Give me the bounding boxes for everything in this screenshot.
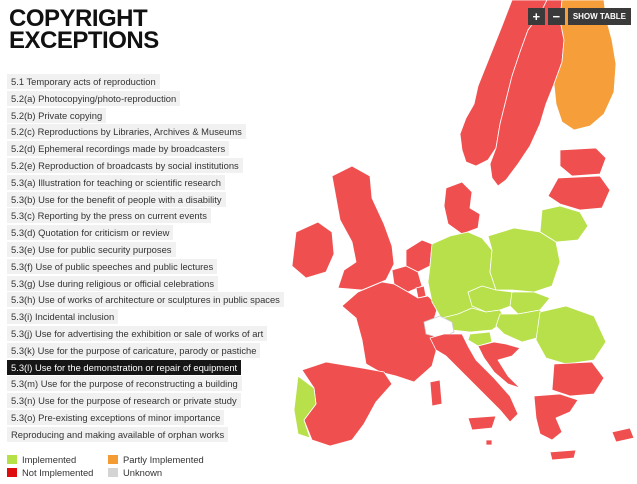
menu-item-active[interactable]: 5.3(l) Use for the demonstration or repair of equipment bbox=[7, 360, 241, 375]
country-poland[interactable] bbox=[488, 228, 560, 292]
menu-item[interactable]: 5.1 Temporary acts of reproduction bbox=[7, 74, 160, 89]
logo-line-2: EXCEPTIONS bbox=[9, 27, 159, 54]
legend-implemented bbox=[7, 453, 108, 466]
country-united-kingdom[interactable] bbox=[332, 166, 394, 290]
legend-label-implemented: Implemented bbox=[22, 454, 77, 465]
menu-item[interactable]: 5.2(d) Ephemeral recordings made by broadcasters bbox=[7, 141, 229, 156]
menu-item[interactable]: 5.3(h) Use of works of architecture or sculptures in public spaces bbox=[7, 292, 284, 307]
exceptions-menu bbox=[7, 74, 284, 444]
menu-item[interactable]: 5.3(k) Use for the purpose of caricature, parody or pastiche bbox=[7, 343, 260, 358]
menu-item[interactable]: 5.3(b) Use for the benefit of people with a disability bbox=[7, 192, 226, 207]
menu-item[interactable]: 5.3(g) Use during religious or official celebrations bbox=[7, 276, 218, 291]
country-denmark[interactable] bbox=[444, 182, 480, 234]
legend-not-implemented bbox=[7, 466, 108, 479]
country-netherlands[interactable] bbox=[406, 240, 432, 272]
menu-item[interactable]: 5.3(e) Use for public security purposes bbox=[7, 242, 176, 257]
menu-item[interactable]: 5.2(e) Reproduction of broadcasts by social institutions bbox=[7, 158, 243, 173]
legend-swatch-unknown bbox=[108, 468, 118, 477]
country-estonia[interactable] bbox=[560, 148, 606, 176]
map-legend bbox=[7, 453, 209, 479]
menu-item[interactable]: 5.3(j) Use for advertising the exhibition or sale of works of art bbox=[7, 326, 267, 341]
menu-item[interactable]: 5.2(b) Private copying bbox=[7, 108, 106, 123]
legend-swatch-partly bbox=[108, 455, 118, 464]
menu-item[interactable]: 5.2(c) Reproductions by Libraries, Archives & Museums bbox=[7, 124, 246, 139]
menu-item[interactable]: 5.3(f) Use of public speeches and public lectures bbox=[7, 259, 217, 274]
menu-item[interactable]: 5.3(i) Incidental inclusion bbox=[7, 309, 118, 324]
country-sicily[interactable] bbox=[468, 416, 496, 430]
legend-swatch-not-implemented bbox=[7, 468, 17, 477]
legend-label-partly: Partly Implemented bbox=[123, 454, 204, 465]
map-controls bbox=[528, 8, 631, 25]
legend-unknown bbox=[108, 466, 209, 479]
country-sardinia[interactable] bbox=[430, 380, 442, 406]
show-table-button[interactable]: SHOW TABLE bbox=[568, 8, 631, 25]
menu-item[interactable]: Reproducing and making available of orphan works bbox=[7, 427, 228, 442]
logo-line-1: COPYRIGHT bbox=[9, 5, 148, 32]
country-cyprus[interactable] bbox=[612, 428, 634, 442]
legend-partly bbox=[108, 453, 209, 466]
country-latvia[interactable] bbox=[548, 176, 610, 210]
country-ireland[interactable] bbox=[292, 222, 334, 278]
country-crete[interactable] bbox=[550, 450, 576, 460]
zoom-out-button[interactable]: − bbox=[548, 8, 565, 25]
menu-item[interactable]: 5.3(a) Illustration for teaching or scientific research bbox=[7, 175, 225, 190]
country-malta[interactable] bbox=[486, 440, 492, 445]
zoom-in-button[interactable]: + bbox=[528, 8, 545, 25]
menu-item[interactable]: 5.3(n) Use for the purpose of research or private study bbox=[7, 393, 241, 408]
menu-item[interactable]: 5.3(o) Pre-existing exceptions of minor importance bbox=[7, 410, 224, 425]
menu-item[interactable]: 5.2(a) Photocopying/photo-reproduction bbox=[7, 91, 180, 106]
country-luxembourg[interactable] bbox=[416, 286, 426, 298]
menu-item[interactable]: 5.3(c) Reporting by the press on current events bbox=[7, 208, 211, 223]
country-greece[interactable] bbox=[534, 394, 578, 440]
legend-swatch-implemented bbox=[7, 455, 17, 464]
country-romania[interactable] bbox=[536, 306, 606, 364]
legend-label-not-implemented: Not Implemented bbox=[22, 467, 94, 478]
menu-item[interactable]: 5.3(m) Use for the purpose of reconstructing a building bbox=[7, 376, 242, 391]
menu-item[interactable]: 5.3(d) Quotation for criticism or review bbox=[7, 225, 173, 240]
country-bulgaria[interactable] bbox=[552, 362, 604, 396]
copyright-exceptions-logo bbox=[9, 5, 159, 54]
legend-label-unknown: Unknown bbox=[123, 467, 163, 478]
